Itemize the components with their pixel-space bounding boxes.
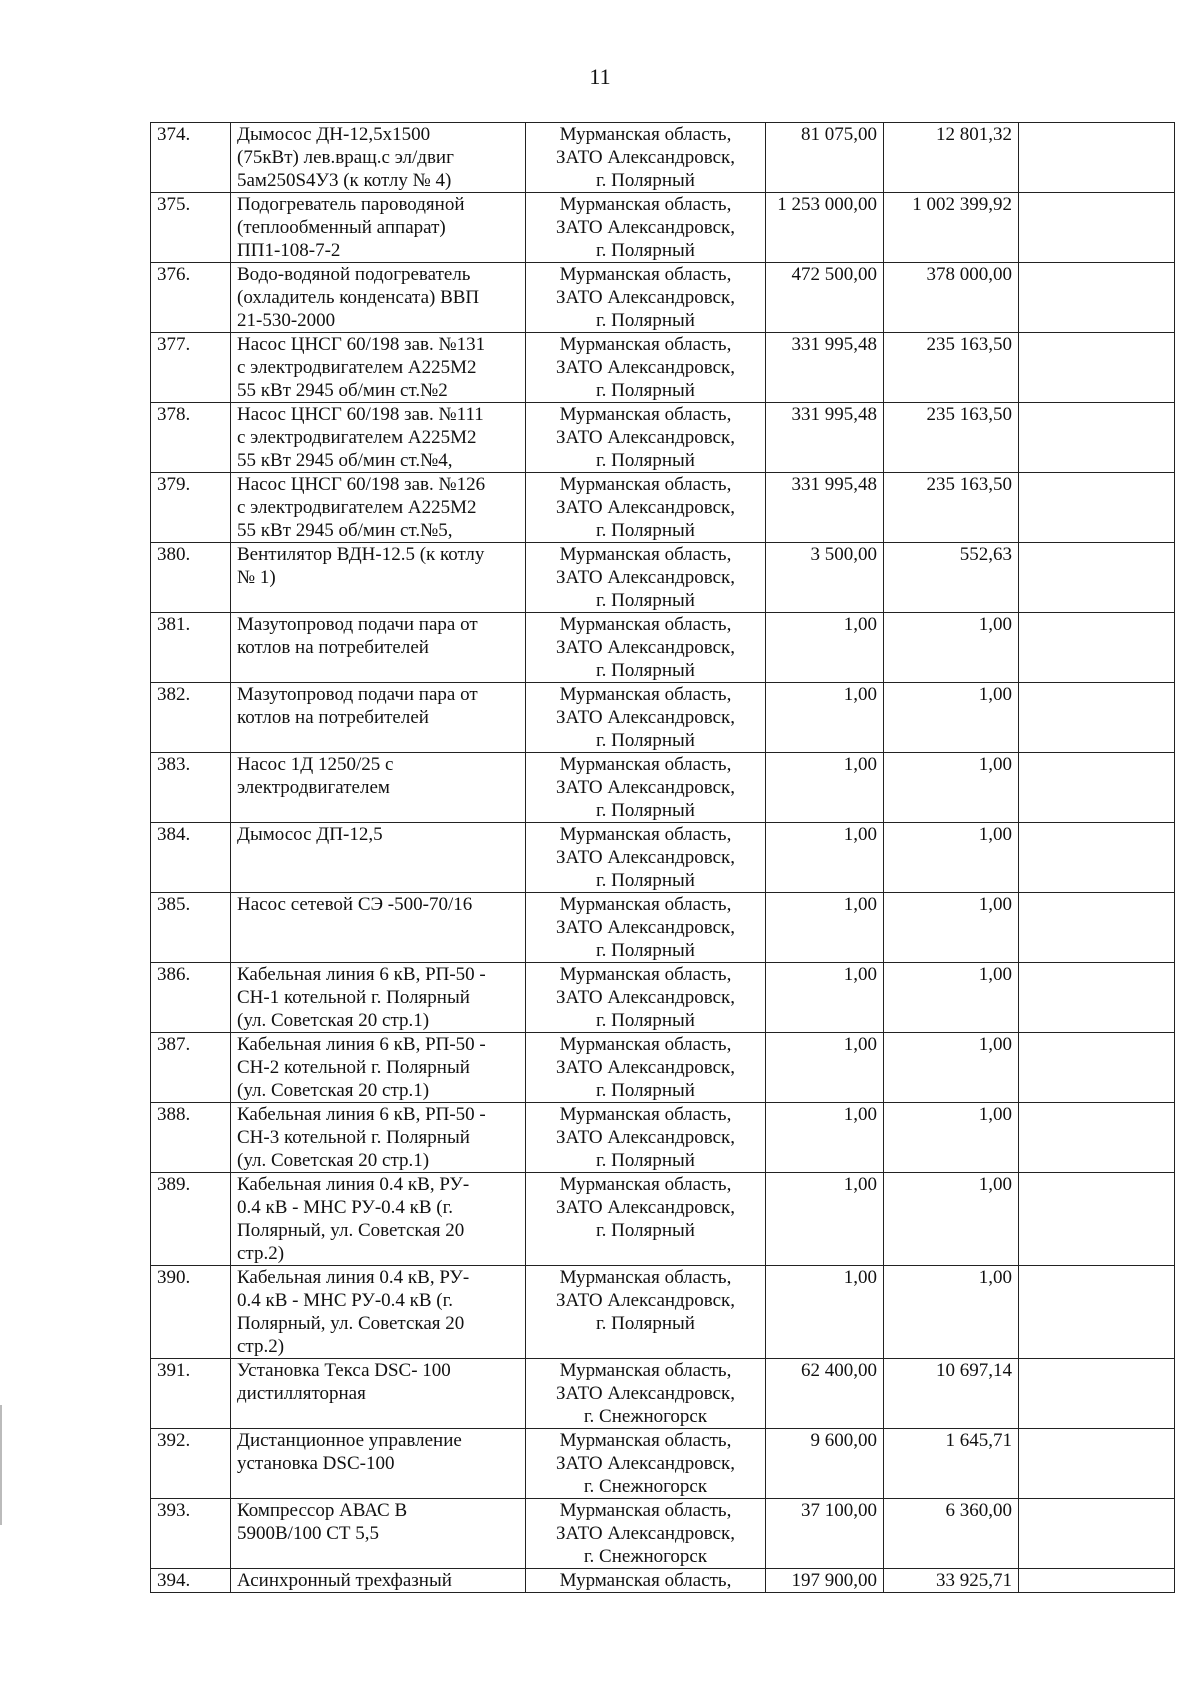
table-row <box>151 1103 1175 1173</box>
address-cell <box>526 123 766 193</box>
item-name-cell <box>231 613 526 683</box>
page-number: 11 <box>589 64 611 89</box>
item-name-cell <box>231 963 526 1033</box>
address-line: ЗАТО Александровск, <box>556 1453 735 1474</box>
item-name-line: Дымосос ДП-12,5 <box>237 824 383 845</box>
empty-cell <box>1019 333 1175 403</box>
address-line: г. Полярный <box>596 800 695 821</box>
row-number: 387. <box>151 1033 231 1103</box>
address-line: ЗАТО Александровск, <box>556 1290 735 1311</box>
book-value-cell: 1,00 <box>766 893 884 963</box>
table-row <box>151 963 1175 1033</box>
address-cell <box>526 1359 766 1429</box>
residual-value-cell: 378 000,00 <box>884 263 1019 333</box>
item-name-cell <box>231 1266 526 1359</box>
address-line: г. Полярный <box>596 520 695 541</box>
empty-cell <box>1019 1266 1175 1359</box>
item-name-cell <box>231 263 526 333</box>
item-name-cell <box>231 543 526 613</box>
empty-cell <box>1019 753 1175 823</box>
empty-cell <box>1019 1499 1175 1569</box>
table-row <box>151 1266 1175 1359</box>
address-line: Мурманская область, <box>559 1174 732 1195</box>
book-value-cell: 81 075,00 <box>766 123 884 193</box>
table-row <box>151 543 1175 613</box>
address-cell <box>526 893 766 963</box>
residual-value-cell: 1,00 <box>884 683 1019 753</box>
item-name-line: 21-530-2000 <box>237 310 336 331</box>
address-line: Мурманская область, <box>559 194 732 215</box>
empty-cell <box>1019 613 1175 683</box>
address-line: г. Полярный <box>596 940 695 961</box>
table-row <box>151 1569 1175 1593</box>
book-value-cell: 197 900,00 <box>766 1569 884 1593</box>
item-name-line: Дымосос ДН-12,5х1500 <box>237 124 431 145</box>
address-line: ЗАТО Александровск, <box>556 357 735 378</box>
empty-cell <box>1019 123 1175 193</box>
address-line: ЗАТО Александровск, <box>556 707 735 728</box>
address-line: Мурманская область, <box>559 1267 732 1288</box>
item-name-cell <box>231 1359 526 1429</box>
book-value-cell: 331 995,48 <box>766 473 884 543</box>
item-name-line: Кабельная линия 0.4 кВ, РУ- <box>237 1174 470 1195</box>
item-name-line: Полярный, ул. Советская 20 <box>237 1220 465 1241</box>
item-name-cell <box>231 1569 526 1593</box>
address-line: г. Полярный <box>596 730 695 751</box>
item-name-line: 0.4 кВ - МНС РУ-0.4 кВ (г. <box>237 1197 454 1218</box>
book-value-cell: 9 600,00 <box>766 1429 884 1499</box>
residual-value-cell: 1,00 <box>884 1173 1019 1266</box>
address-line: г. Снежногорск <box>583 1476 708 1497</box>
row-number: 385. <box>151 893 231 963</box>
address-cell <box>526 543 766 613</box>
residual-value-cell: 1,00 <box>884 1266 1019 1359</box>
item-name-line: Асинхронный трехфазный <box>237 1570 452 1591</box>
address-cell <box>526 473 766 543</box>
address-line: Мурманская область, <box>559 404 732 425</box>
empty-cell <box>1019 823 1175 893</box>
address-cell <box>526 333 766 403</box>
address-line: Мурманская область, <box>559 1104 732 1125</box>
row-number: 374. <box>151 123 231 193</box>
address-cell <box>526 683 766 753</box>
item-name-cell <box>231 473 526 543</box>
row-number: 393. <box>151 1499 231 1569</box>
row-number: 392. <box>151 1429 231 1499</box>
address-cell <box>526 403 766 473</box>
item-name-line: Кабельная линия 0.4 кВ, РУ- <box>237 1267 470 1288</box>
residual-value-cell: 552,63 <box>884 543 1019 613</box>
residual-value-cell: 1,00 <box>884 963 1019 1033</box>
item-name-line: Насос 1Д 1250/25 с <box>237 754 394 775</box>
residual-value-cell: 1,00 <box>884 823 1019 893</box>
item-name-cell <box>231 123 526 193</box>
address-line: ЗАТО Александровск, <box>556 987 735 1008</box>
table-row <box>151 193 1175 263</box>
address-cell <box>526 963 766 1033</box>
address-line: Мурманская область, <box>559 754 732 775</box>
residual-value-cell: 6 360,00 <box>884 1499 1019 1569</box>
item-name-line: Насос сетевой СЭ -500-70/16 <box>237 894 473 915</box>
residual-value-cell: 1 002 399,92 <box>884 193 1019 263</box>
property-registry-table <box>150 122 1175 1593</box>
table-row <box>151 823 1175 893</box>
book-value-cell: 331 995,48 <box>766 403 884 473</box>
row-number: 375. <box>151 193 231 263</box>
address-line: г. Полярный <box>596 1080 695 1101</box>
residual-value-cell: 1,00 <box>884 1103 1019 1173</box>
book-value-cell: 1,00 <box>766 1266 884 1359</box>
address-line: Мурманская область, <box>559 614 732 635</box>
residual-value-cell: 235 163,50 <box>884 333 1019 403</box>
address-cell <box>526 263 766 333</box>
address-line: ЗАТО Александровск, <box>556 497 735 518</box>
item-name-line: Кабельная линия 6 кВ, РП-50 - <box>237 1034 486 1055</box>
address-line: Мурманская область, <box>559 1570 732 1591</box>
address-line: Мурманская область, <box>559 1360 732 1381</box>
empty-cell <box>1019 193 1175 263</box>
item-name-line: 5ам250S4У3 (к котлу № 4) <box>237 170 452 191</box>
registry-table-body <box>151 123 1175 1593</box>
address-line: ЗАТО Александровск, <box>556 777 735 798</box>
book-value-cell: 1,00 <box>766 1173 884 1266</box>
address-line: Мурманская область, <box>559 474 732 495</box>
item-name-line: Насос ЦНСГ 60/198 зав. №126 <box>237 474 486 495</box>
row-number: 380. <box>151 543 231 613</box>
address-cell <box>526 1569 766 1593</box>
row-number: 382. <box>151 683 231 753</box>
address-line: г. Полярный <box>596 380 695 401</box>
address-line: ЗАТО Александровск, <box>556 917 735 938</box>
residual-value-cell: 12 801,32 <box>884 123 1019 193</box>
item-name-line: 0.4 кВ - МНС РУ-0.4 кВ (г. <box>237 1290 454 1311</box>
book-value-cell: 1 253 000,00 <box>766 193 884 263</box>
item-name-cell <box>231 823 526 893</box>
table-row <box>151 683 1175 753</box>
item-name-line: 55 кВт 2945 об/мин ст.№5, <box>237 520 453 541</box>
row-number: 394. <box>151 1569 231 1593</box>
address-line: ЗАТО Александровск, <box>556 1523 735 1544</box>
item-name-cell <box>231 403 526 473</box>
address-line: Мурманская область, <box>559 334 732 355</box>
item-name-line: СН-1 котельной г. Полярный <box>237 987 470 1008</box>
address-line: ЗАТО Александровск, <box>556 1197 735 1218</box>
book-value-cell: 1,00 <box>766 1033 884 1103</box>
book-value-cell: 1,00 <box>766 963 884 1033</box>
item-name-line: Насос ЦНСГ 60/198 зав. №111 <box>237 404 484 425</box>
residual-value-cell: 10 697,14 <box>884 1359 1019 1429</box>
table-row <box>151 263 1175 333</box>
item-name-line: Вентилятор ВДН-12.5 (к котлу <box>237 544 485 565</box>
item-name-line: стр.2) <box>237 1336 285 1357</box>
address-line: г. Полярный <box>596 1150 695 1171</box>
row-number: 377. <box>151 333 231 403</box>
item-name-line: Дистанционное управление <box>237 1430 462 1451</box>
book-value-cell: 472 500,00 <box>766 263 884 333</box>
book-value-cell: 331 995,48 <box>766 333 884 403</box>
address-line: Мурманская область, <box>559 824 732 845</box>
address-line: г. Полярный <box>596 1010 695 1031</box>
table-row <box>151 1359 1175 1429</box>
item-name-line: котлов на потребителей <box>237 707 429 728</box>
row-number: 379. <box>151 473 231 543</box>
item-name-line: стр.2) <box>237 1243 285 1264</box>
item-name-line: Насос ЦНСГ 60/198 зав. №131 <box>237 334 486 355</box>
address-line: г. Полярный <box>596 240 695 261</box>
address-cell <box>526 1103 766 1173</box>
item-name-line: Кабельная линия 6 кВ, РП-50 - <box>237 1104 486 1125</box>
row-number: 390. <box>151 1266 231 1359</box>
item-name-line: СН-3 котельной г. Полярный <box>237 1127 470 1148</box>
item-name-cell <box>231 1033 526 1103</box>
address-line: г. Полярный <box>596 170 695 191</box>
item-name-line: СН-2 котельной г. Полярный <box>237 1057 470 1078</box>
table-row <box>151 1033 1175 1103</box>
item-name-line: 55 кВт 2945 об/мин ст.№4, <box>237 450 453 471</box>
residual-value-cell: 1,00 <box>884 613 1019 683</box>
address-line: Мурманская область, <box>559 124 732 145</box>
book-value-cell: 1,00 <box>766 753 884 823</box>
address-line: ЗАТО Александровск, <box>556 637 735 658</box>
table-row <box>151 613 1175 683</box>
item-name-line: Установка Текса DSC- 100 <box>237 1360 451 1381</box>
item-name-line: с электродвигателем А225М2 <box>237 497 477 518</box>
empty-cell <box>1019 1103 1175 1173</box>
item-name-line: с электродвигателем А225М2 <box>237 357 477 378</box>
address-cell <box>526 1266 766 1359</box>
row-number: 389. <box>151 1173 231 1266</box>
row-number: 386. <box>151 963 231 1033</box>
item-name-line: Подогреватель пароводяной <box>237 194 465 215</box>
item-name-line: (охладитель конденсата) ВВП <box>237 287 480 308</box>
item-name-line: Кабельная линия 6 кВ, РП-50 - <box>237 964 486 985</box>
item-name-line: с электродвигателем А225М2 <box>237 427 477 448</box>
item-name-line: дистилляторная <box>237 1383 366 1404</box>
book-value-cell: 62 400,00 <box>766 1359 884 1429</box>
address-line: ЗАТО Александровск, <box>556 1127 735 1148</box>
table-row <box>151 753 1175 823</box>
empty-cell <box>1019 1033 1175 1103</box>
table-row <box>151 893 1175 963</box>
book-value-cell: 1,00 <box>766 1103 884 1173</box>
residual-value-cell: 1,00 <box>884 753 1019 823</box>
item-name-line: № 1) <box>237 567 276 588</box>
address-line: ЗАТО Александровск, <box>556 427 735 448</box>
item-name-cell <box>231 1429 526 1499</box>
address-line: г. Снежногорск <box>583 1546 708 1567</box>
empty-cell <box>1019 403 1175 473</box>
item-name-line: Мазутопровод подачи пара от <box>237 614 478 635</box>
address-line: г. Полярный <box>596 870 695 891</box>
address-line: г. Полярный <box>596 310 695 331</box>
residual-value-cell: 1,00 <box>884 893 1019 963</box>
book-value-cell: 1,00 <box>766 613 884 683</box>
book-value-cell: 1,00 <box>766 823 884 893</box>
address-cell <box>526 193 766 263</box>
book-value-cell: 3 500,00 <box>766 543 884 613</box>
address-line: ЗАТО Александровск, <box>556 567 735 588</box>
address-line: г. Полярный <box>596 450 695 471</box>
address-cell <box>526 1429 766 1499</box>
table-row <box>151 403 1175 473</box>
empty-cell <box>1019 1359 1175 1429</box>
address-line: ЗАТО Александровск, <box>556 217 735 238</box>
empty-cell <box>1019 893 1175 963</box>
item-name-cell <box>231 1103 526 1173</box>
address-cell <box>526 1499 766 1569</box>
address-line: г. Снежногорск <box>583 1406 708 1427</box>
item-name-line: электродвигателем <box>237 777 390 798</box>
address-line: ЗАТО Александровск, <box>556 1383 735 1404</box>
empty-cell <box>1019 1173 1175 1266</box>
address-line: Мурманская область, <box>559 684 732 705</box>
residual-value-cell: 33 925,71 <box>884 1569 1019 1593</box>
address-line: ЗАТО Александровск, <box>556 287 735 308</box>
table-row <box>151 473 1175 543</box>
row-number: 388. <box>151 1103 231 1173</box>
item-name-cell <box>231 1499 526 1569</box>
empty-cell <box>1019 1569 1175 1593</box>
item-name-line: котлов на потребителей <box>237 637 429 658</box>
empty-cell <box>1019 473 1175 543</box>
residual-value-cell: 1 645,71 <box>884 1429 1019 1499</box>
address-line: Мурманская область, <box>559 1500 732 1521</box>
item-name-line: Полярный, ул. Советская 20 <box>237 1313 465 1334</box>
empty-cell <box>1019 683 1175 753</box>
item-name-line: Мазутопровод подачи пара от <box>237 684 478 705</box>
table-row <box>151 123 1175 193</box>
item-name-cell <box>231 1173 526 1266</box>
row-number: 381. <box>151 613 231 683</box>
address-cell <box>526 613 766 683</box>
address-line: г. Полярный <box>596 590 695 611</box>
row-number: 376. <box>151 263 231 333</box>
address-line: Мурманская область, <box>559 894 732 915</box>
empty-cell <box>1019 263 1175 333</box>
row-number: 391. <box>151 1359 231 1429</box>
address-line: Мурманская область, <box>559 544 732 565</box>
address-cell <box>526 823 766 893</box>
address-line: г. Полярный <box>596 660 695 681</box>
address-cell <box>526 1173 766 1266</box>
item-name-line: 55 кВт 2945 об/мин ст.№2 <box>237 380 448 401</box>
empty-cell <box>1019 1429 1175 1499</box>
item-name-line: (ул. Советская 20 стр.1) <box>237 1150 430 1171</box>
address-line: г. Полярный <box>596 1313 695 1334</box>
address-line: Мурманская область, <box>559 1034 732 1055</box>
item-name-line: (ул. Советская 20 стр.1) <box>237 1010 430 1031</box>
book-value-cell: 37 100,00 <box>766 1499 884 1569</box>
item-name-line: Водо-водяной подогреватель <box>237 264 471 285</box>
address-line: г. Полярный <box>596 1220 695 1241</box>
item-name-cell <box>231 893 526 963</box>
item-name-line: 5900В/100 СТ 5,5 <box>237 1523 379 1544</box>
address-line: ЗАТО Александровск, <box>556 1057 735 1078</box>
address-cell <box>526 1033 766 1103</box>
table-row <box>151 1173 1175 1266</box>
item-name-line: Компрессор АВАС В <box>237 1500 408 1521</box>
item-name-cell <box>231 333 526 403</box>
item-name-line: (ул. Советская 20 стр.1) <box>237 1080 430 1101</box>
table-row <box>151 1499 1175 1569</box>
table-row <box>151 333 1175 403</box>
address-line: Мурманская область, <box>559 964 732 985</box>
address-line: ЗАТО Александровск, <box>556 847 735 868</box>
item-name-cell <box>231 753 526 823</box>
item-name-cell <box>231 683 526 753</box>
address-line: Мурманская область, <box>559 264 732 285</box>
row-number: 383. <box>151 753 231 823</box>
address-line: ЗАТО Александровск, <box>556 147 735 168</box>
residual-value-cell: 1,00 <box>884 1033 1019 1103</box>
residual-value-cell: 235 163,50 <box>884 403 1019 473</box>
item-name-line: установка DSC-100 <box>237 1453 395 1474</box>
item-name-line: ПП1-108-7-2 <box>237 240 341 261</box>
address-cell <box>526 753 766 823</box>
row-number: 384. <box>151 823 231 893</box>
table-row <box>151 1429 1175 1499</box>
item-name-line: (теплообменный аппарат) <box>237 217 446 238</box>
address-line: Мурманская область, <box>559 1430 732 1451</box>
book-value-cell: 1,00 <box>766 683 884 753</box>
empty-cell <box>1019 963 1175 1033</box>
item-name-line: (75кВт) лев.вращ.с эл/двиг <box>237 147 454 168</box>
item-name-cell <box>231 193 526 263</box>
row-number: 378. <box>151 403 231 473</box>
scan-edge-mark <box>0 1405 2 1525</box>
residual-value-cell: 235 163,50 <box>884 473 1019 543</box>
empty-cell <box>1019 543 1175 613</box>
